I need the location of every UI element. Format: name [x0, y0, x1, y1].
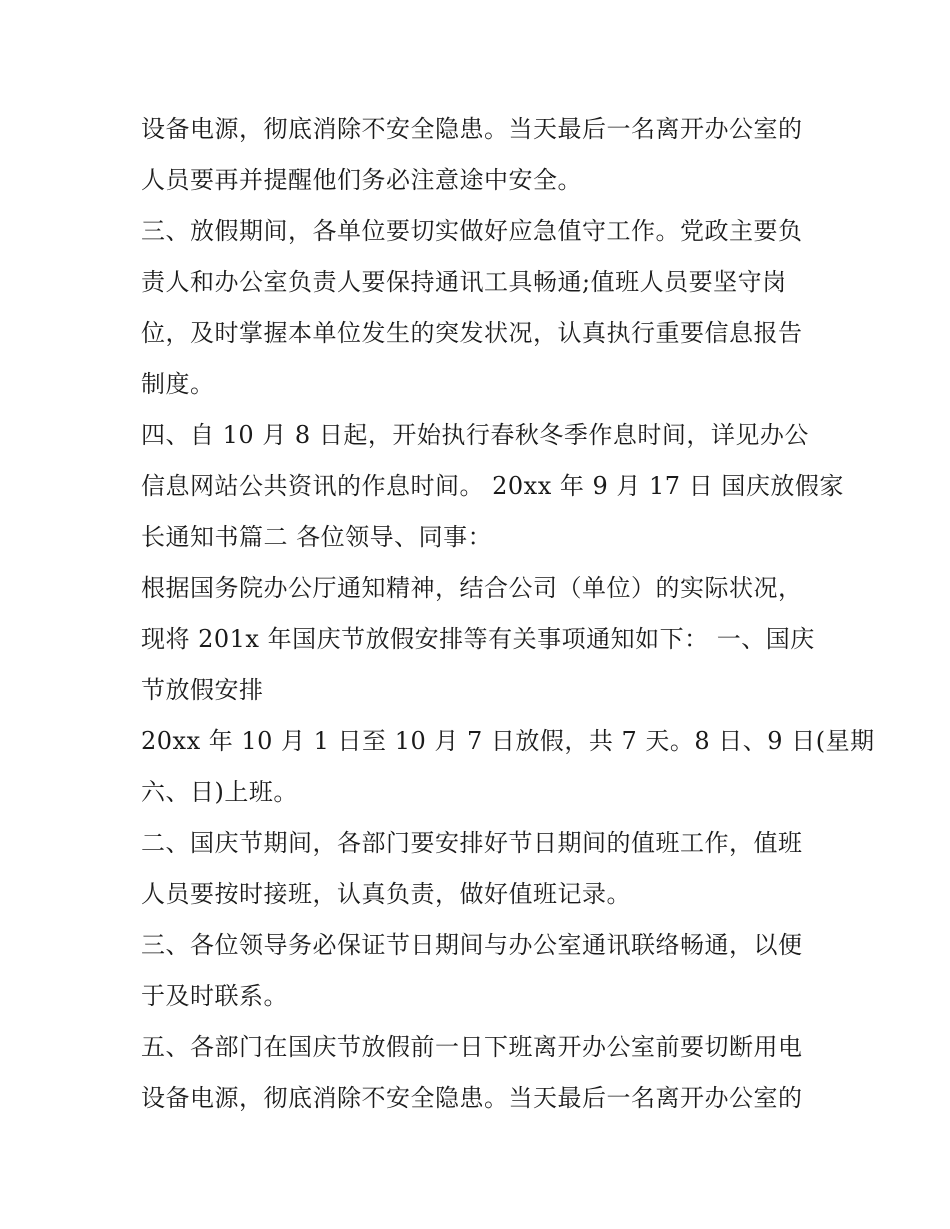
- text-line: 节放假安排: [141, 676, 264, 704]
- text-line: 20xx 年 10 月 1 日至 10 月 7 日放假，共 7 天。8 日、9 日(星期: [141, 727, 875, 755]
- text-line: 根据国务院办公厅通知精神，结合公司（单位）的实际状况，: [141, 574, 803, 602]
- text-line: 长通知书篇二 各位领导、同事：: [141, 523, 493, 551]
- text-line: 四、自 10 月 8 日起，开始执行春秋冬季作息时间，详见办公: [141, 421, 809, 449]
- text-line: 设备电源，彻底消除不安全隐患。当天最后一名离开办公室的: [141, 1084, 803, 1112]
- text-line: 信息网站公共资讯的作息时间。 20xx 年 9 月 17 日 国庆放假家: [141, 472, 844, 500]
- text-line: 制度。: [141, 370, 215, 398]
- document-body: [141, 104, 875, 1124]
- text-line: 六、日)上班。: [141, 778, 298, 806]
- text-line: 二、国庆节期间，各部门要安排好节日期间的值班工作，值班: [141, 829, 803, 857]
- text-line: 责人和办公室负责人要保持通讯工具畅通;值班人员要坚守岗: [141, 268, 787, 296]
- text-line: 人员要再并提醒他们务必注意途中安全。: [141, 166, 582, 194]
- text-line: 设备电源，彻底消除不安全隐患。当天最后一名离开办公室的: [141, 115, 803, 143]
- text-line: 五、各部门在国庆节放假前一日下班离开办公室前要切断用电: [141, 1033, 803, 1061]
- text-line: 位，及时掌握本单位发生的突发状况，认真执行重要信息报告: [141, 319, 803, 347]
- text-line: 三、各位领导务必保证节日期间与办公室通讯联络畅通，以便: [141, 931, 803, 959]
- text-line: 于及时联系。: [141, 982, 288, 1010]
- text-line: 现将 201x 年国庆节放假安排等有关事项通知如下： 一、国庆: [141, 625, 815, 653]
- text-line: 人员要按时接班，认真负责，做好值班记录。: [141, 880, 631, 908]
- text-line: 三、放假期间，各单位要切实做好应急值守工作。党政主要负: [141, 217, 803, 245]
